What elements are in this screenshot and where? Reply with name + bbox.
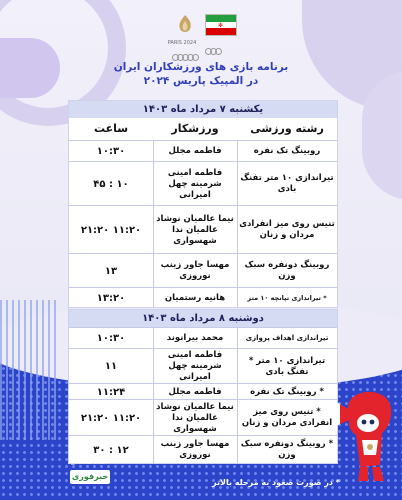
cell-sport: روبینگ تک نفره bbox=[253, 146, 321, 156]
col-header-sport: رشته ورزشی bbox=[250, 122, 324, 135]
day2-label: دوشنبه ۸ مرداد ماه ۱۴۰۳ bbox=[69, 310, 337, 327]
flag-stripe-white: ✻ bbox=[206, 22, 236, 29]
table-row bbox=[69, 140, 337, 162]
cell-sport: تیراندازی ۱۰ متر تفنگ بادی bbox=[240, 173, 334, 194]
news-logo: خبرفوری bbox=[70, 470, 110, 484]
cell-athlete: مهسا جاور زینب نوروزی bbox=[153, 436, 238, 464]
poster-title bbox=[0, 60, 402, 88]
cell-time: ۱۰:۳۰ bbox=[69, 328, 154, 349]
cell-sport: * تیراندازی تپانچه ۱۰ متر bbox=[247, 293, 327, 302]
cell-athlete: نیما عالمیان نوشاد عالمیان ندا شهسواری bbox=[153, 400, 238, 436]
cell-sport: روبینگ دونفره سبک وزن bbox=[244, 260, 330, 281]
cell-athlete: نیما عالمیان نوشاد عالمیان ندا شهسواری bbox=[153, 206, 238, 254]
title-line-2: در المپیک پاریس ۲۰۲۴ bbox=[143, 75, 259, 87]
paris-logo-text: PARIS 2024 bbox=[167, 40, 197, 46]
table-row bbox=[69, 161, 337, 206]
cell-sport: * روبینگ تک نفره bbox=[250, 386, 324, 397]
cell-athlete: مهسا جاور زینب نوروزی bbox=[153, 254, 238, 288]
day1-label: یکشنبه ۷ مرداد ماه ۱۴۰۳ bbox=[69, 101, 337, 118]
col-header-time: ساعت bbox=[93, 122, 129, 135]
iran-flag-icon bbox=[205, 14, 237, 36]
paris-2024-logo bbox=[167, 14, 200, 65]
cell-athlete: هانیه رستمیان bbox=[153, 288, 238, 308]
cell-sport: * تنیس روی میز انفرادی مردان و زنان bbox=[241, 407, 333, 428]
olympic-rings-small-icon bbox=[206, 40, 234, 48]
cell-sport: تنیس روی میز انفرادی مردان و زنان bbox=[239, 219, 335, 240]
footnote: * در صورت صعود به مرحله بالاتر bbox=[212, 478, 340, 487]
decor-stripes bbox=[0, 300, 60, 440]
cell-time: ۱۱:۲۰ ۲۱:۲۰ bbox=[69, 400, 154, 436]
flame-icon bbox=[176, 14, 194, 36]
cell-time: ۱۰ : ۴۵ bbox=[69, 162, 154, 206]
table-row bbox=[69, 253, 337, 288]
cell-time: ۱۱:۲۴ bbox=[69, 384, 154, 400]
cell-time: ۱۰:۳۰ bbox=[69, 141, 154, 162]
cell-athlete: فاطمه امینی شرمینه چهل امیرانی bbox=[153, 349, 238, 384]
cell-athlete: فاطمه مجلل bbox=[153, 141, 238, 162]
schedule-day1-table bbox=[68, 100, 338, 308]
table-row bbox=[69, 435, 337, 464]
phryge-mascot-icon bbox=[330, 385, 400, 485]
cell-sport: تیراندازی ۱۰ متر * تفنگ بادی bbox=[248, 355, 326, 377]
cell-time: ۱۱:۲۰ ۲۱:۲۰ bbox=[69, 206, 154, 254]
table-row bbox=[69, 327, 337, 349]
title-line-1: برنامه بازی های ورزشکاران ایران bbox=[113, 61, 289, 73]
cell-time: ۱۱ bbox=[69, 349, 154, 384]
table-row bbox=[69, 348, 337, 384]
cell-athlete: فاطمه مجلل bbox=[153, 384, 238, 400]
cell-time: ۱۳ bbox=[69, 254, 154, 288]
table-row bbox=[69, 383, 337, 400]
cell-sport: تیراندازی اهداف پروازی bbox=[245, 334, 329, 342]
flag-stripe-green bbox=[206, 15, 236, 22]
cell-athlete: فاطمه امینی شرمینه چهل امیرانی bbox=[153, 162, 238, 206]
cell-athlete: محمد بیرانوند bbox=[153, 328, 238, 349]
table-row bbox=[69, 205, 337, 254]
cell-time: ۱۲ : ۳۰ bbox=[69, 436, 154, 464]
col-header-athlete: ورزشکار bbox=[171, 122, 219, 135]
credit-handle: @Akharefon bbox=[70, 459, 107, 466]
table-row bbox=[69, 287, 337, 308]
table-row bbox=[69, 399, 337, 436]
cell-time: ۱۳:۲۰ bbox=[69, 288, 154, 308]
cell-sport: * روبینگ دونفره سبک وزن bbox=[240, 439, 334, 460]
flag-stripe-red bbox=[206, 28, 236, 35]
schedule-day2-table bbox=[68, 309, 338, 464]
